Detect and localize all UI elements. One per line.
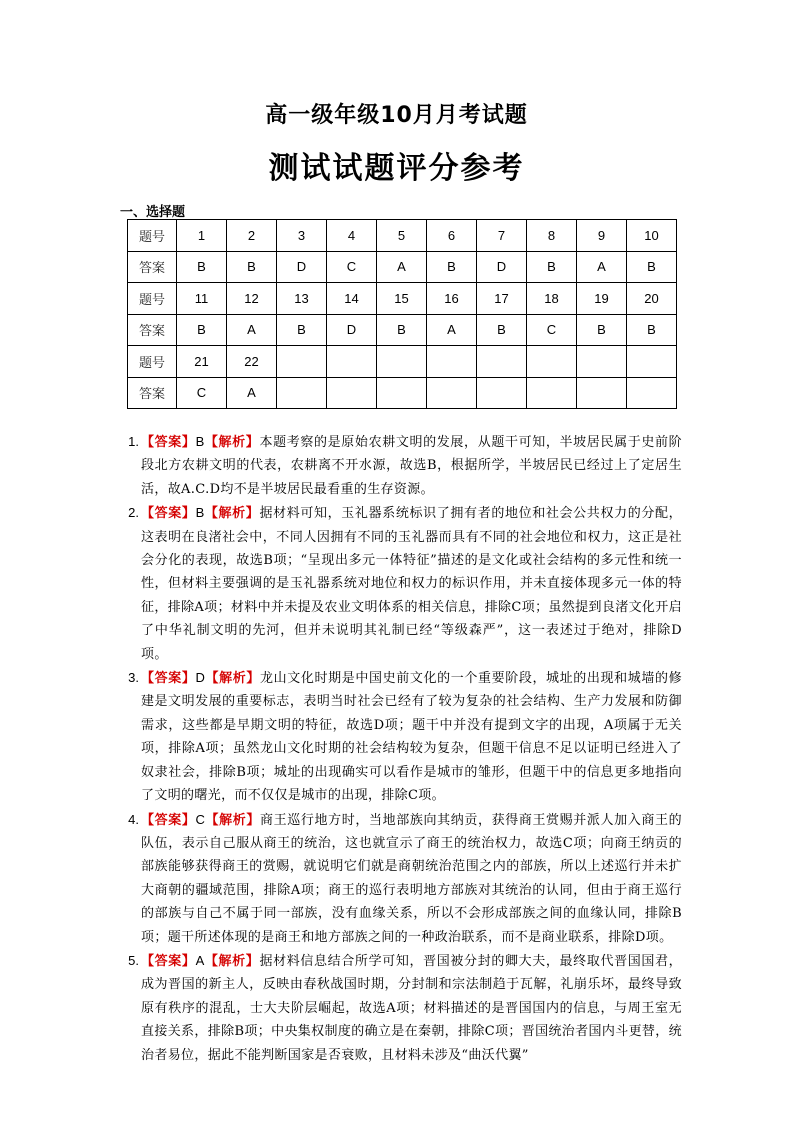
answer-cell: B [277, 314, 327, 346]
question-number-cell [327, 346, 377, 378]
question-number-cell: 13 [277, 283, 327, 315]
explanation-number: 1. [128, 434, 139, 449]
answer-tag: 【答案】 [141, 812, 196, 828]
answer-tag: 【答案】 [141, 671, 196, 687]
question-number-cell: 5 [377, 220, 427, 252]
question-number-cell: 2 [227, 220, 277, 252]
answer-tag: 【答案】 [141, 435, 196, 450]
answer-cell [527, 377, 577, 409]
answer-cell: D [327, 314, 377, 346]
analysis-tag: 【解析】 [205, 671, 261, 687]
question-number-row-label: 题号 [128, 346, 177, 378]
question-number-cell: 3 [277, 220, 327, 252]
answer-cell [577, 377, 627, 409]
explanation-item [112, 808, 682, 949]
answer-cell [427, 377, 477, 409]
explanation-text [141, 501, 682, 666]
answer-cell: B [177, 251, 227, 283]
question-number-cell: 14 [327, 283, 377, 315]
answer-cell: B [227, 251, 277, 283]
question-number-cell: 22 [227, 346, 277, 378]
analysis-body: 商王巡行地方时，当地部族向其纳贡，获得商王赏赐并派人加入商王的队伍，表示自己服从商王的统治，这也就宣示了商王的统治权力，故选C项；向商王纳贡的部族能够获得商王的赏赐，就说明它们就是商朝统治范围之内的部族，所以上述巡行并未扩大商朝的疆域范围，排除A项；商王的巡行表明地方部族对其统治的认同，但由于商王巡行的部族与自己不属于同一部族，没有血缘关系，所以不会形成部族之间的血缘认同，排除B项；题干所述体现的是商王和地方部族之间的一种政治联系，而不是商业联系，排除D项。 [141, 812, 683, 945]
answer-letter: B [195, 505, 205, 521]
answer-letter: D [195, 670, 206, 686]
question-number-cell [577, 346, 627, 378]
question-number-cell: 15 [377, 283, 427, 315]
question-number-cell: 18 [527, 283, 577, 315]
answer-cell [327, 377, 377, 409]
answer-cell [477, 377, 527, 409]
answer-cell: A [427, 314, 477, 346]
answer-letter: B [195, 434, 205, 449]
explanation-text [141, 666, 682, 807]
question-number-cell: 11 [177, 283, 227, 315]
answer-cell: B [527, 251, 577, 283]
question-number-cell: 20 [627, 283, 677, 315]
answer-cell: B [377, 314, 427, 346]
answer-cell: D [477, 251, 527, 283]
question-number-cell: 1 [177, 220, 227, 252]
answer-cell: B [177, 314, 227, 346]
answer-cell: D [277, 251, 327, 283]
question-number-cell [627, 346, 677, 378]
question-number-cell: 10 [627, 220, 677, 252]
answer-cell: C [327, 251, 377, 283]
question-number-row-label: 题号 [128, 283, 177, 315]
answer-cell: A [227, 377, 277, 409]
answer-row [128, 314, 677, 346]
answer-cell [377, 377, 427, 409]
question-number-cell: 16 [427, 283, 477, 315]
answer-row-label: 答案 [128, 251, 177, 283]
answer-row-label: 答案 [128, 314, 177, 346]
explanation-item [112, 430, 682, 501]
question-number-cell [527, 346, 577, 378]
analysis-tag: 【解析】 [205, 812, 261, 828]
analysis-body: 龙山文化时期是中国史前文化的一个重要阶段，城址的出现和城墙的修建是文明发展的重要标志，表明当时社会已经有了较为复杂的社会结构、生产力发展和防御需求，这些都是早期文明的特征，故选D项；题干中并没有提到文字的出现，A项属于无关项，排除A项；虽然龙山文化时期的社会结构较为复杂，但题干信息不足以证明已经进入了奴隶社会，排除B项；城址的出现确实可以看作是城市的雏形，但题干中的信息更多地指向了文明的曙光，而不仅仅是城市的出现，排除C项。 [141, 671, 683, 804]
question-number-row [128, 283, 677, 315]
question-number-cell: 6 [427, 220, 477, 252]
analysis-tag: 【解析】 [204, 953, 260, 969]
explanation-item [112, 501, 682, 666]
question-number-cell: 7 [477, 220, 527, 252]
question-number-cell: 9 [577, 220, 627, 252]
answer-cell: A [227, 314, 277, 346]
answer-cell: C [177, 377, 227, 409]
answer-row-label: 答案 [128, 377, 177, 409]
explanation-number: 2. [128, 505, 139, 521]
question-number-row [128, 346, 677, 378]
question-number-cell: 4 [327, 220, 377, 252]
document-subtitle: 测试试题评分参考 [268, 151, 525, 186]
question-number-cell: 8 [527, 220, 577, 252]
answer-tag: 【答案】 [141, 953, 196, 969]
explanation-item [112, 949, 682, 1067]
question-number-cell [277, 346, 327, 378]
analysis-body: 本题考察的是原始农耕文明的发展，从题干可知，半坡居民属于史前阶段北方农耕文明的代表，农耕离不开水源，故选B，根据所学，半坡居民已经过上了定居生活，故A.C.D均不是半坡居民最看重的生存资源。 [141, 435, 682, 497]
answer-cell: A [377, 251, 427, 283]
answer-row [128, 377, 677, 409]
question-number-row [128, 220, 677, 252]
question-number-cell: 21 [177, 346, 227, 378]
question-number-cell [477, 346, 527, 378]
answer-tag: 【答案】 [141, 506, 196, 522]
answer-cell: A [577, 251, 627, 283]
question-number-cell: 19 [577, 283, 627, 315]
answer-table [127, 219, 677, 409]
answer-letter: C [195, 811, 206, 827]
answer-cell: B [477, 314, 527, 346]
question-number-row-label: 题号 [128, 220, 177, 252]
answer-cell: B [427, 251, 477, 283]
question-number-cell [427, 346, 477, 378]
section-title: 一、选择题 [120, 205, 186, 220]
explanation-list [112, 430, 682, 1067]
answer-cell: B [627, 251, 677, 283]
explanation-text [141, 949, 682, 1067]
answer-cell: B [627, 314, 677, 346]
answer-cell [277, 377, 327, 409]
answer-letter: A [195, 952, 205, 968]
analysis-tag: 【解析】 [204, 506, 260, 522]
explanation-text [141, 430, 682, 501]
explanation-number: 5. [128, 952, 139, 968]
answer-row [128, 251, 677, 283]
explanation-number: 3. [128, 670, 139, 686]
analysis-body: 据材料信息结合所学可知，晋国被分封的卿大夫，最终取代晋国国君，成为晋国的新主人，反映由春秋战国时期，分封制和宗法制趋于瓦解，礼崩乐坏，最终导致原有秩序的混乱，士大夫阶层崛起，故选A项；材料描述的是晋国国内的信息，与周王室无直接关系，排除B项；中央集权制度的确立是在秦朝，排除C项；晋国统治者国内斗更替，统治者易位，据此不能判断国家是否衰败，且材料未涉及“曲沃代翼” [141, 953, 682, 1063]
analysis-tag: 【解析】 [204, 435, 260, 450]
question-number-cell: 17 [477, 283, 527, 315]
question-number-cell: 12 [227, 283, 277, 315]
answer-cell: B [577, 314, 627, 346]
document-title: 高一级年级10月月考试题 [265, 103, 528, 128]
explanation-text [141, 808, 682, 949]
answer-cell: C [527, 314, 577, 346]
answer-cell [627, 377, 677, 409]
explanation-number: 4. [128, 811, 139, 827]
question-number-cell [377, 346, 427, 378]
analysis-body: 据材料可知，玉礼器系统标识了拥有者的地位和社会公共权力的分配，这表明在良渚社会中，不同人因拥有不同的玉礼器而具有不同的社会地位和权力，这正是社会分化的表现，故选B项；“呈现出多元一体特征”描述的是文化或社会结构的多元性和统一性，但材料主要强调的是玉礼器系统对地位和权力的标识作用，并未直接体现多元一体的特征，排除A项；材料中并未提及农业文明体系的相关信息，排除C项；虽然提到良渚文化开启了中华礼制文明的先河，但并未说明其礼制已经“等级森严”，这一表述过于绝对，排除D项。 [141, 506, 682, 662]
explanation-item [112, 666, 682, 807]
